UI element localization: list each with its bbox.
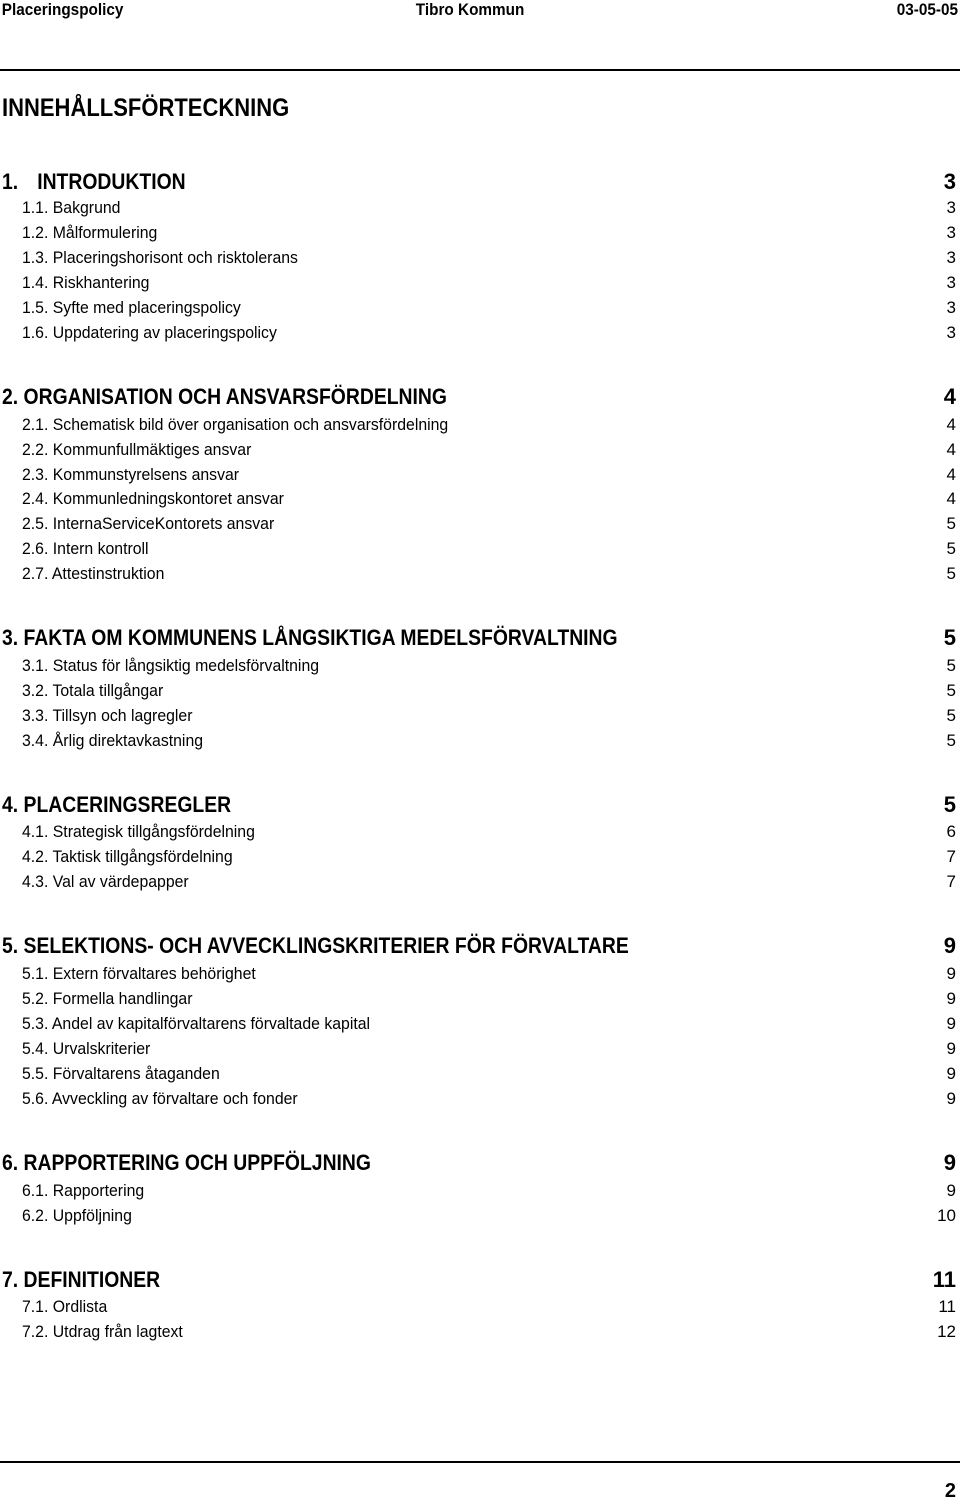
section-page: 9 — [943, 1150, 956, 1175]
toc-section-4[interactable] — [0, 792, 956, 818]
item-label: 4.1. Strategisk tillgångsfördelning — [22, 822, 255, 841]
toc-item-3-3[interactable] — [0, 706, 956, 728]
item-page: 11 — [938, 1297, 956, 1316]
section-number: 1. — [2, 169, 19, 194]
section-number: 3. — [2, 625, 19, 650]
item-label: 7.1. Ordlista — [22, 1297, 108, 1316]
toc-item-3-1[interactable] — [0, 656, 956, 678]
section-title: INTRODUKTION — [37, 169, 186, 194]
toc-item-6-2[interactable] — [0, 1206, 956, 1228]
toc-item-2-6[interactable] — [0, 539, 956, 561]
item-label: 2.6. Intern kontroll — [22, 539, 149, 558]
item-page: 5 — [946, 731, 956, 750]
toc-item-2-3[interactable] — [0, 465, 956, 487]
toc-item-2-4[interactable] — [0, 489, 956, 511]
item-label: 6.2. Uppföljning — [22, 1206, 132, 1225]
item-label: 5.2. Formella handlingar — [22, 989, 193, 1008]
item-page: 5 — [946, 706, 956, 725]
toc-item-5-5[interactable] — [0, 1064, 956, 1086]
toc-item-5-4[interactable] — [0, 1039, 956, 1061]
item-page: 6 — [946, 822, 956, 841]
item-page: 3 — [946, 223, 956, 242]
item-label: 2.3. Kommunstyrelsens ansvar — [22, 465, 240, 484]
item-label: 2.2. Kommunfullmäktiges ansvar — [22, 440, 252, 459]
toc-section-5[interactable] — [0, 933, 956, 959]
toc-item-5-6[interactable] — [0, 1089, 956, 1111]
item-page: 7 — [946, 847, 956, 866]
item-page: 9 — [946, 1089, 956, 1108]
item-label: 1.3. Placeringshorisont och risktolerans — [22, 248, 298, 267]
item-label: 1.6. Uppdatering av placeringspolicy — [22, 323, 277, 342]
item-page: 4 — [946, 465, 956, 484]
toc-item-5-1[interactable] — [0, 964, 956, 986]
item-page: 9 — [946, 1181, 956, 1200]
item-label: 5.4. Urvalskriterier — [22, 1039, 151, 1058]
item-label: 2.5. InternaServiceKontorets ansvar — [22, 514, 275, 533]
section-title: RAPPORTERING OCH UPPFÖLJNING — [23, 1150, 371, 1175]
item-label: 5.1. Extern förvaltares behörighet — [22, 964, 256, 983]
section-title: DEFINITIONER — [23, 1267, 161, 1292]
toc-item-5-3[interactable] — [0, 1014, 956, 1036]
item-label: 4.2. Taktisk tillgångsfördelning — [22, 847, 233, 866]
item-label: 3.1. Status för långsiktig medelsförvaltning — [22, 656, 320, 675]
item-page: 5 — [946, 681, 956, 700]
item-label: 1.4. Riskhantering — [22, 273, 150, 292]
section-page: 5 — [943, 792, 956, 817]
item-label: 5.3. Andel av kapitalförvaltarens förvaltade kapital — [22, 1014, 371, 1033]
item-label: 3.4. Årlig direktavkastning — [22, 731, 204, 750]
toc-item-1-4[interactable] — [0, 273, 956, 295]
item-page: 3 — [946, 298, 956, 317]
section-number: 5. — [2, 933, 19, 958]
toc-item-3-4[interactable] — [0, 731, 956, 753]
item-label: 6.1. Rapportering — [22, 1181, 145, 1200]
item-page: 3 — [946, 273, 956, 292]
item-label: 7.2. Utdrag från lagtext — [22, 1322, 183, 1341]
toc-section-7[interactable] — [0, 1267, 956, 1293]
toc-item-2-1[interactable] — [0, 415, 956, 437]
item-page: 9 — [946, 1014, 956, 1033]
item-page: 12 — [937, 1322, 956, 1341]
item-page: 9 — [946, 1039, 956, 1058]
section-title: ORGANISATION OCH ANSVARSFÖRDELNING — [23, 384, 447, 409]
section-number: 4. — [2, 792, 19, 817]
toc-item-2-5[interactable] — [0, 514, 956, 536]
toc-item-2-2[interactable] — [0, 440, 956, 462]
item-page: 5 — [946, 564, 956, 583]
toc-item-1-1[interactable] — [0, 198, 956, 220]
toc-item-1-2[interactable] — [0, 223, 956, 245]
section-title: FAKTA OM KOMMUNENS LÅNGSIKTIGA MEDELSFÖRVALTNING — [23, 625, 618, 650]
item-label: 5.5. Förvaltarens åtaganden — [22, 1064, 220, 1083]
toc-item-1-5[interactable] — [0, 298, 956, 320]
header-title: Placeringspolicy — [1, 0, 124, 19]
item-label: 2.1. Schematisk bild över organisation och ansvarsfördelning — [22, 415, 449, 434]
item-page: 4 — [946, 489, 956, 508]
item-page: 10 — [937, 1206, 956, 1225]
item-label: 5.6. Avveckling av förvaltare och fonder — [22, 1089, 298, 1108]
header-date: 03-05-05 — [896, 0, 958, 19]
section-page: 5 — [943, 625, 956, 650]
section-number: 6. — [2, 1150, 19, 1175]
toc-section-3[interactable] — [0, 625, 956, 651]
item-page: 5 — [946, 656, 956, 675]
toc-item-1-6[interactable] — [0, 323, 956, 345]
toc-item-2-7[interactable] — [0, 564, 956, 586]
item-label: 3.3. Tillsyn och lagregler — [22, 706, 193, 725]
item-label: 1.5. Syfte med placeringspolicy — [22, 298, 241, 317]
section-page: 3 — [943, 169, 956, 194]
section-number: 2. — [2, 384, 19, 409]
footer-rule — [0, 1461, 960, 1463]
toc-item-1-3[interactable] — [0, 248, 956, 270]
toc-item-7-1[interactable] — [0, 1297, 956, 1319]
section-number: 7. — [2, 1267, 19, 1292]
item-page: 5 — [946, 514, 956, 533]
section-page: 11 — [932, 1267, 956, 1292]
section-page: 9 — [943, 933, 956, 958]
section-page: 4 — [943, 384, 956, 409]
toc-item-4-2[interactable] — [0, 847, 956, 869]
item-page: 3 — [946, 248, 956, 267]
item-page: 4 — [946, 440, 956, 459]
item-page: 3 — [946, 323, 956, 342]
toc-section-2[interactable] — [0, 384, 956, 410]
header-organization: Tibro Kommun — [415, 0, 525, 19]
item-label: 3.2. Totala tillgångar — [22, 681, 164, 700]
section-title: PLACERINGSREGLER — [23, 792, 232, 817]
page-number: 2 — [944, 1480, 956, 1502]
toc-section-1[interactable] — [0, 169, 956, 195]
section-title: SELEKTIONS- OCH AVVECKLINGSKRITERIER FÖR FÖRVALTARE — [23, 933, 629, 958]
item-page: 9 — [946, 1064, 956, 1083]
toc-item-6-1[interactable] — [0, 1181, 956, 1203]
item-page: 9 — [946, 989, 956, 1008]
item-label: 2.7. Attestinstruktion — [22, 564, 165, 583]
item-page: 4 — [946, 415, 956, 434]
item-page: 9 — [946, 964, 956, 983]
toc-item-4-3[interactable] — [0, 872, 956, 894]
item-page: 7 — [946, 872, 956, 891]
item-page: 3 — [946, 198, 956, 217]
item-label: 1.2. Målformulering — [22, 223, 158, 242]
toc-item-4-1[interactable] — [0, 822, 956, 844]
item-label: 2.4. Kommunledningskontoret ansvar — [22, 489, 284, 508]
toc-item-3-2[interactable] — [0, 681, 956, 703]
item-label: 1.1. Bakgrund — [22, 198, 121, 217]
toc-item-5-2[interactable] — [0, 989, 956, 1011]
toc-item-7-2[interactable] — [0, 1322, 956, 1344]
toc-title: INNEHÅLLSFÖRTECKNING — [2, 94, 290, 122]
toc-section-6[interactable] — [0, 1150, 956, 1176]
item-label: 4.3. Val av värdepapper — [22, 872, 189, 891]
item-page: 5 — [946, 539, 956, 558]
